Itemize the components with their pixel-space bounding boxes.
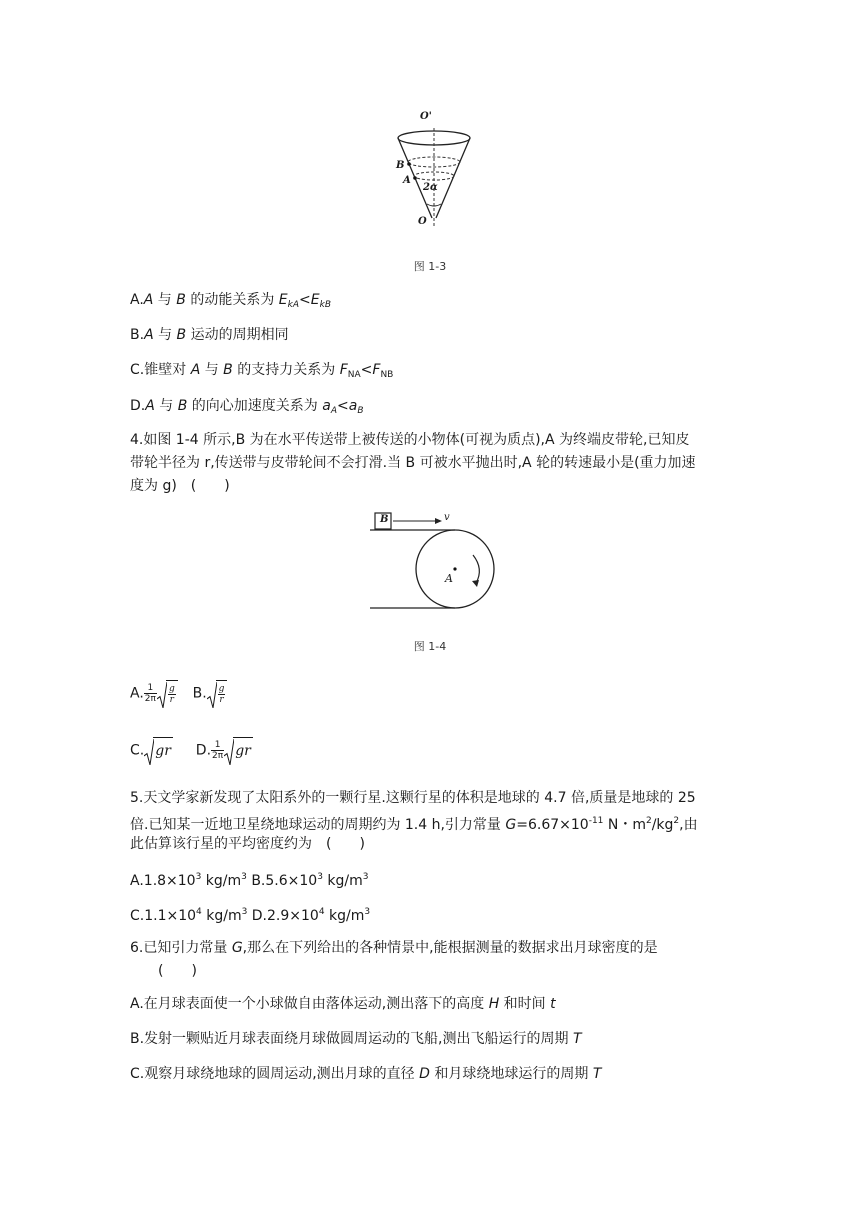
q4-stem-line-2: 带轮半径为 r,传送带与皮带轮间不会打滑.当 B 可被水平抛出时,A 轮的转速最小是(重力加速 bbox=[130, 455, 696, 471]
denominator: r bbox=[169, 694, 174, 705]
label-center-a: A bbox=[445, 572, 453, 585]
option-prefix: C.锥壁对 bbox=[130, 362, 191, 378]
subscript: kA bbox=[287, 300, 300, 310]
q6-option-a bbox=[130, 994, 556, 1014]
text: A.在月球表面使一个小球做自由落体运动,测出落下的高度 bbox=[130, 996, 489, 1012]
option-d-prefix: D. bbox=[195, 742, 212, 759]
exponent: 2 bbox=[673, 816, 680, 826]
text: =6.67×10 bbox=[516, 817, 589, 833]
figure-1-3-caption: 图 1-3 bbox=[413, 260, 447, 273]
q6-stem-line-2: ( ) bbox=[158, 963, 197, 979]
var-g: G bbox=[505, 817, 517, 833]
option-a: A.1.8×10 bbox=[130, 873, 196, 889]
text: N・m bbox=[603, 817, 646, 833]
q6-stem-line-1 bbox=[130, 938, 658, 958]
text: 的动能关系为 bbox=[185, 292, 279, 308]
numerator: 1 bbox=[144, 683, 157, 694]
exponent: 4 bbox=[196, 907, 202, 917]
text: B.发射一颗贴近月球表面绕月球做圆周运动的飞船,测出飞船运行的周期 bbox=[130, 1031, 573, 1047]
figure-1-4-caption: 图 1-4 bbox=[413, 640, 447, 653]
sqrt bbox=[224, 737, 253, 764]
var-e: E bbox=[278, 292, 288, 308]
option-prefix: B. bbox=[130, 327, 145, 343]
text: ,那么在下列给出的各种情景中,能根据测量的数据求出月球密度的是 bbox=[242, 940, 658, 956]
exponent: 3 bbox=[195, 872, 202, 882]
option-b: B.5.6×10 bbox=[246, 873, 318, 889]
operator: < bbox=[360, 362, 373, 378]
subscript: A bbox=[330, 406, 337, 416]
q4-options-cd bbox=[130, 737, 253, 764]
var-a: A bbox=[190, 362, 201, 378]
subscript: NB bbox=[380, 370, 394, 380]
exponent: 3 bbox=[362, 872, 369, 882]
var-f: F bbox=[372, 362, 381, 378]
label-o-bottom: O bbox=[418, 216, 427, 227]
option-c: C.1.1×10 bbox=[130, 908, 197, 924]
operator: < bbox=[337, 398, 349, 414]
denominator: r bbox=[219, 694, 224, 705]
text: 与 bbox=[153, 327, 177, 343]
sqrt bbox=[157, 680, 178, 707]
denominator: 2π bbox=[212, 751, 224, 761]
exponent: -11 bbox=[588, 816, 604, 826]
denominator: 2π bbox=[144, 694, 156, 704]
text: 运动的周期相同 bbox=[186, 327, 289, 343]
unit: kg/m bbox=[201, 873, 242, 889]
unit: kg/m bbox=[324, 908, 365, 924]
text: 6.已知引力常量 bbox=[130, 940, 232, 956]
label-o-prime: O' bbox=[420, 111, 432, 122]
option-prefix: D. bbox=[130, 398, 146, 414]
q3-option-a bbox=[130, 290, 331, 315]
radical-sign bbox=[144, 739, 154, 766]
option-prefix: A. bbox=[130, 292, 144, 308]
q4-options-ab bbox=[130, 680, 227, 707]
var-a: A bbox=[143, 292, 154, 308]
var-d: D bbox=[419, 1066, 430, 1082]
radical-sign bbox=[207, 682, 217, 709]
var-t: T bbox=[572, 1031, 582, 1047]
fraction bbox=[211, 740, 224, 761]
label-block-b: B bbox=[380, 514, 389, 525]
exponent: 3 bbox=[317, 872, 323, 882]
exponent: 3 bbox=[364, 907, 371, 917]
label-a-cone: A bbox=[403, 175, 411, 186]
label-angle-2alpha: 2α bbox=[423, 182, 438, 193]
subscript: NA bbox=[347, 370, 361, 380]
unit: kg/m bbox=[201, 908, 242, 924]
q6-option-b bbox=[130, 1029, 582, 1049]
q3-option-d bbox=[130, 396, 364, 421]
option-d: D.2.9×10 bbox=[247, 908, 319, 924]
text: 与 bbox=[200, 362, 224, 378]
fraction bbox=[144, 683, 157, 704]
var-b: B bbox=[176, 327, 187, 343]
q6-option-c bbox=[130, 1064, 601, 1084]
var-a: A bbox=[144, 327, 154, 343]
exponent: 2 bbox=[645, 816, 652, 826]
q4-stem-line-3: 度为 g) ( ) bbox=[130, 478, 230, 494]
var-f: F bbox=[339, 362, 348, 378]
text: /kg bbox=[651, 817, 674, 833]
radicand: gr bbox=[233, 737, 253, 764]
numerator: g bbox=[218, 683, 225, 694]
var-b: B bbox=[176, 292, 186, 308]
q4-stem-line-1: 4.如图 1-4 所示,B 为在水平传送带上被传送的小物体(可视为质点),A 为终端皮带轮,已知皮 bbox=[130, 432, 690, 448]
var-t: T bbox=[592, 1066, 602, 1082]
exponent: 3 bbox=[241, 872, 247, 882]
text: 和时间 bbox=[499, 996, 551, 1012]
radicand: gr bbox=[153, 737, 173, 764]
text: 和月球绕地球运行的周期 bbox=[429, 1066, 593, 1082]
fraction bbox=[168, 684, 176, 705]
q5-options-cd bbox=[130, 902, 370, 926]
var-a: A bbox=[145, 398, 155, 414]
text: C.观察月球绕地球的圆周运动,测出月球的直径 bbox=[130, 1066, 420, 1082]
text: 与 bbox=[154, 398, 178, 414]
var-h: H bbox=[488, 996, 500, 1012]
sqrt bbox=[144, 737, 173, 764]
subscript: B bbox=[357, 406, 364, 416]
var-a-accel: a bbox=[348, 398, 358, 414]
option-b-prefix: B. bbox=[192, 685, 207, 702]
q5-stem-line-1: 5.天文学家新发现了太阳系外的一颗行星.这颗行星的体积是地球的 4.7 倍,质量是地球的 25 bbox=[130, 790, 696, 806]
text: ,由 bbox=[679, 817, 698, 833]
var-a-accel: a bbox=[322, 398, 331, 414]
option-a-prefix: A. bbox=[130, 685, 144, 702]
var-g: G bbox=[231, 940, 243, 956]
var-t: t bbox=[550, 996, 556, 1012]
subscript: kB bbox=[319, 300, 331, 310]
q5-stem-line-2 bbox=[130, 811, 698, 835]
var-e: E bbox=[310, 292, 320, 308]
radical-sign bbox=[157, 682, 167, 709]
text: 倍.已知某一近地卫星绕地球运动的周期约为 1.4 h,引力常量 bbox=[130, 817, 506, 833]
sqrt bbox=[207, 680, 228, 707]
text: 的支持力关系为 bbox=[232, 362, 340, 378]
exponent: 4 bbox=[318, 907, 325, 917]
text: 与 bbox=[153, 292, 177, 308]
radical-sign bbox=[224, 739, 234, 766]
label-velocity-v: v bbox=[444, 512, 450, 523]
var-b: B bbox=[177, 398, 188, 414]
q3-option-c bbox=[130, 360, 393, 385]
var-b: B bbox=[223, 362, 233, 378]
operator: < bbox=[299, 292, 311, 308]
fraction bbox=[218, 684, 226, 705]
label-b-cone: B bbox=[396, 160, 405, 171]
exponent: 3 bbox=[241, 907, 248, 917]
numerator: 1 bbox=[211, 740, 224, 751]
option-c-prefix: C. bbox=[130, 742, 145, 759]
unit: kg/m bbox=[322, 873, 363, 889]
q3-option-b bbox=[130, 325, 289, 345]
numerator: g bbox=[168, 683, 175, 694]
text: 的向心加速度关系为 bbox=[187, 398, 323, 414]
q5-stem-line-3: 此估算该行星的平均密度约为 ( ) bbox=[130, 836, 365, 852]
q5-options-ab bbox=[130, 867, 368, 891]
